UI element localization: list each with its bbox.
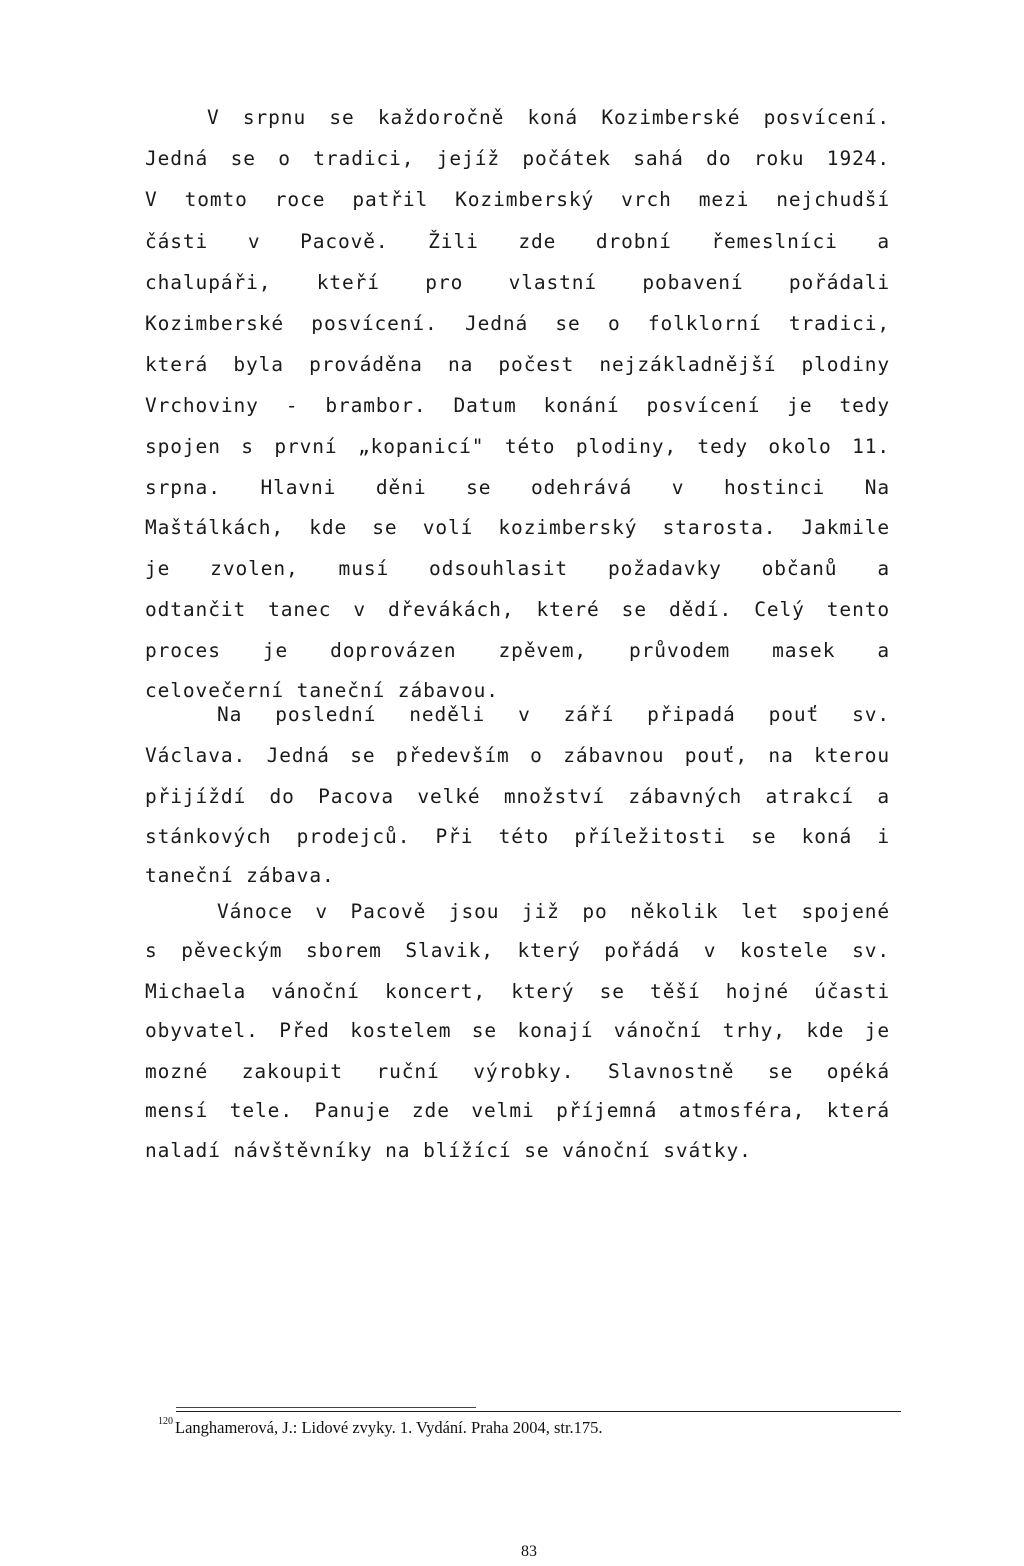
footnote-separator — [176, 1407, 476, 1408]
text-line: Václava. Jedná se především o zábavnou pouť, na kterou — [145, 744, 890, 767]
text-line: celovečerní taneční zábavou. — [145, 679, 499, 702]
text-line: proces je doprovázen zpěvem, průvodem masek a — [145, 639, 890, 662]
text-line: spojen s první „kopanicí" této plodiny, tedy okolo 11. — [145, 435, 890, 458]
footnote-rule — [176, 1411, 901, 1412]
text-line: Jedná se o tradici, jejíž počátek sahá do roku 1924. — [145, 147, 890, 170]
text-line: V srpnu se každoročně koná Kozimberské posvícení. — [207, 106, 890, 129]
text-line: naladí návštěvníky na blížící se vánoční svátky. — [145, 1139, 752, 1162]
page-number-text: 83 — [521, 1543, 537, 1560]
footnote-text: Langhamerová, J.: Lidové zvyky. 1. Vydání. Praha 2004, str.175. — [175, 1418, 603, 1437]
text-line: mensí tele. Panuje zde velmi příjemná atmosféra, která — [145, 1099, 890, 1122]
text-line: s pěveckým sborem Slavik, který pořádá v kostele sv. — [145, 939, 890, 962]
text-line: je zvolen, musí odsouhlasit požadavky občanů a — [145, 557, 890, 580]
text-line: chalupáři, kteří pro vlastní pobavení pořádali — [145, 271, 890, 294]
text-line: Na poslední neděli v září připadá pouť sv. — [217, 703, 890, 726]
page-number — [0, 1543, 1024, 1561]
text-line: která byla prováděna na počest nejzákladnější plodiny — [145, 353, 890, 376]
footnote — [158, 1418, 603, 1438]
text-line: přijíždí do Pacova velké množství zábavných atrakcí a — [145, 785, 890, 808]
text-line: obyvatel. Před kostelem se konají vánoční trhy, kde je — [145, 1019, 890, 1042]
text-line: Vánoce v Pacově jsou již po několik let spojené — [217, 900, 890, 923]
text-line: V tomto roce patřil Kozimberský vrch mezi nejchudší — [145, 188, 890, 211]
footnote-number: 120 — [158, 1416, 173, 1427]
text-line: části v Pacově. Žili zde drobní řemeslníci a — [145, 230, 890, 253]
text-line: Maštálkách, kde se volí kozimberský starosta. Jakmile — [145, 516, 890, 539]
text-line: Michaela vánoční koncert, který se těší hojné účasti — [145, 980, 890, 1003]
text-line: stánkových prodejců. Při této příležitosti se koná i — [145, 825, 890, 848]
text-line: mozné zakoupit ruční výrobky. Slavnostně se opéká — [145, 1060, 890, 1083]
text-line: odtančit tanec v dřevákách, které se dědí. Celý tento — [145, 598, 890, 621]
text-line: Vrchoviny - brambor. Datum konání posvícení je tedy — [145, 394, 890, 417]
text-line: Kozimberské posvícení. Jedná se o folklorní tradici, — [145, 312, 890, 335]
text-line: srpna. Hlavni děni se odehrává v hostinci Na — [145, 476, 890, 499]
text-line: taneční zábava. — [145, 864, 335, 887]
